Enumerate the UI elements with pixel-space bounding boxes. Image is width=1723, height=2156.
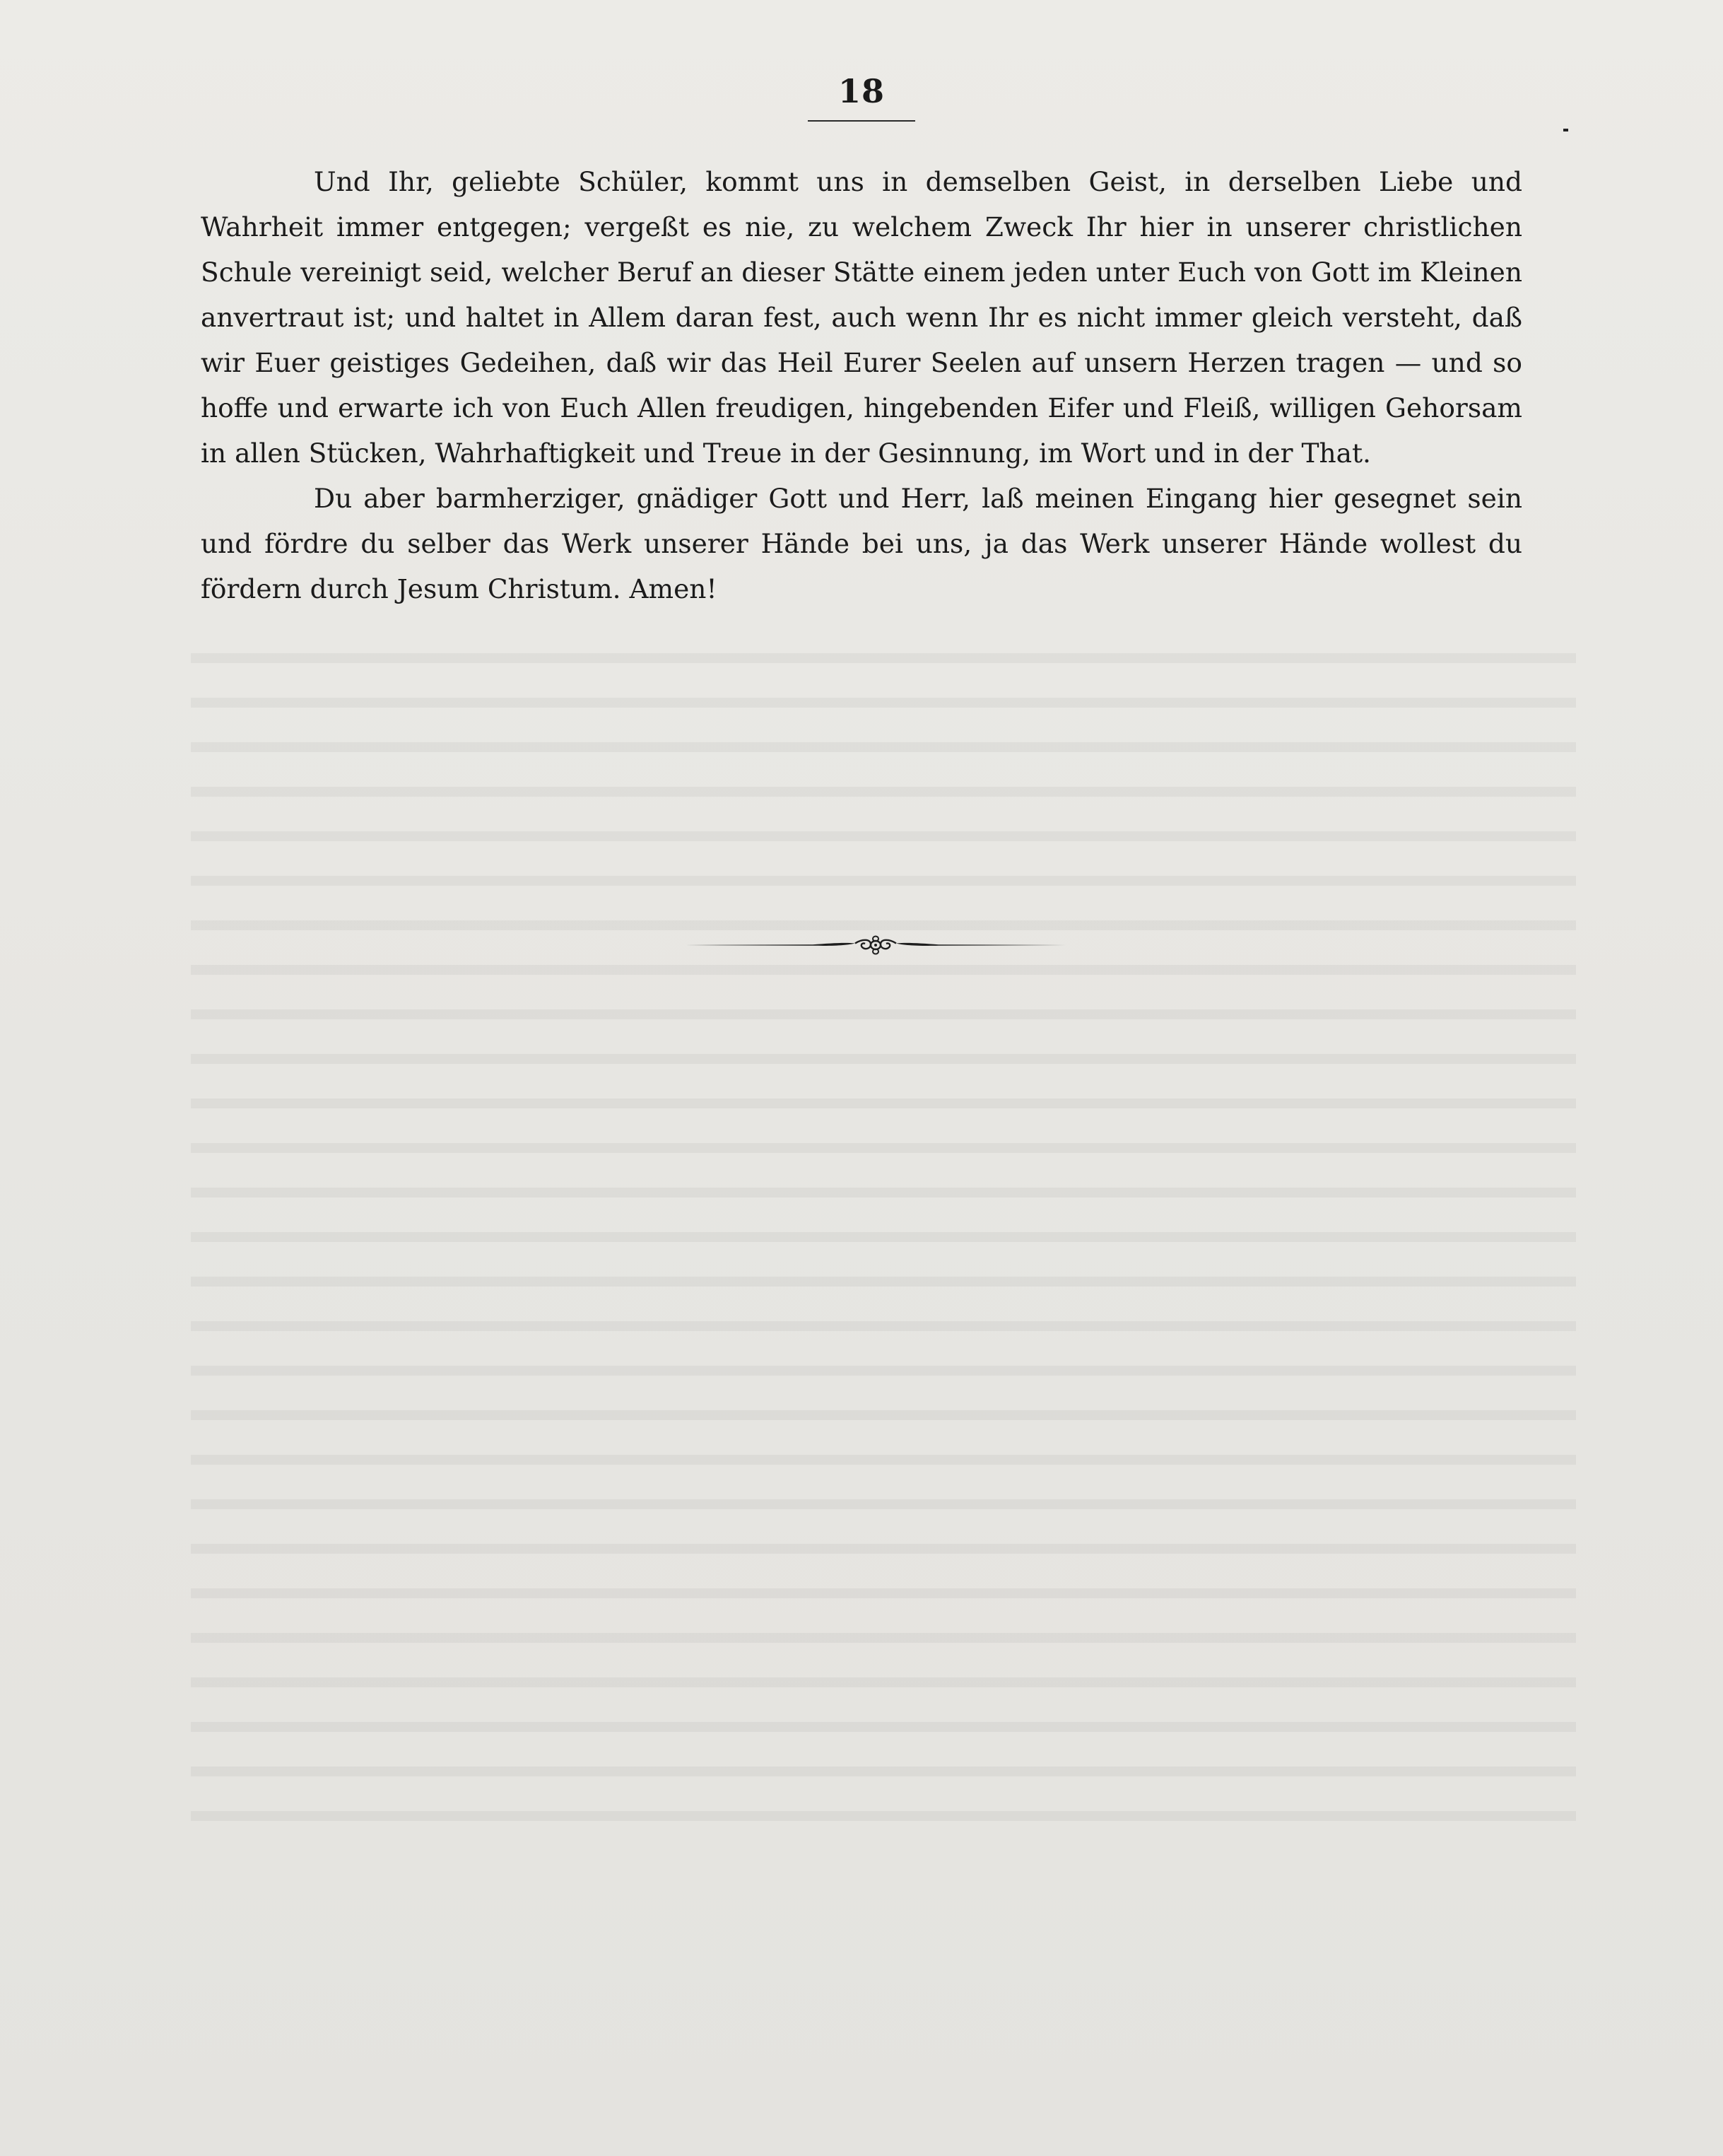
paragraph-1: Und Ihr, geliebte Schüler, kommt uns in demselben Geist, in derselben Liebe und Wahrheit immer entgegen; vergeßt es nie, zu welchem Zweck Ihr hier in unserer christlichen Schule vereinigt seid, welcher Beruf an dieser Stätte einem jeden unter Euch von Gott im Kleinen anvertraut ist; und haltet in Allem daran fest, auch wenn Ihr es nicht immer gleich versteht, daß wir Euer geistiges Gedeihen, daß wir das Heil Eurer Seelen auf unsern Herzen tragen — und so hoffe und erwarte ich von Euch Allen freudigen, hingebenden Eifer und Fleiß, willigen Gehorsam in allen Stücken, Wahrhaftigkeit und Treue in der Gesinnung, im Wort und in der That. <box>201 166 1522 469</box>
paragraph-2: Du aber barmherziger, gnädiger Gott und Herr, laß meinen Eingang hier gesegnet sein und fördre du selber das Werk unserer Hände bei uns, ja das Werk unserer Hände wollest du fördern durch Jesum Christum. Amen! <box>201 483 1522 604</box>
body-text <box>201 159 1522 611</box>
fleuron-divider-icon <box>686 932 1066 959</box>
ink-speck <box>1563 129 1568 131</box>
show-through-texture <box>191 622 1576 1824</box>
page-number: 18 <box>837 72 885 110</box>
page-number-rule <box>808 120 915 122</box>
